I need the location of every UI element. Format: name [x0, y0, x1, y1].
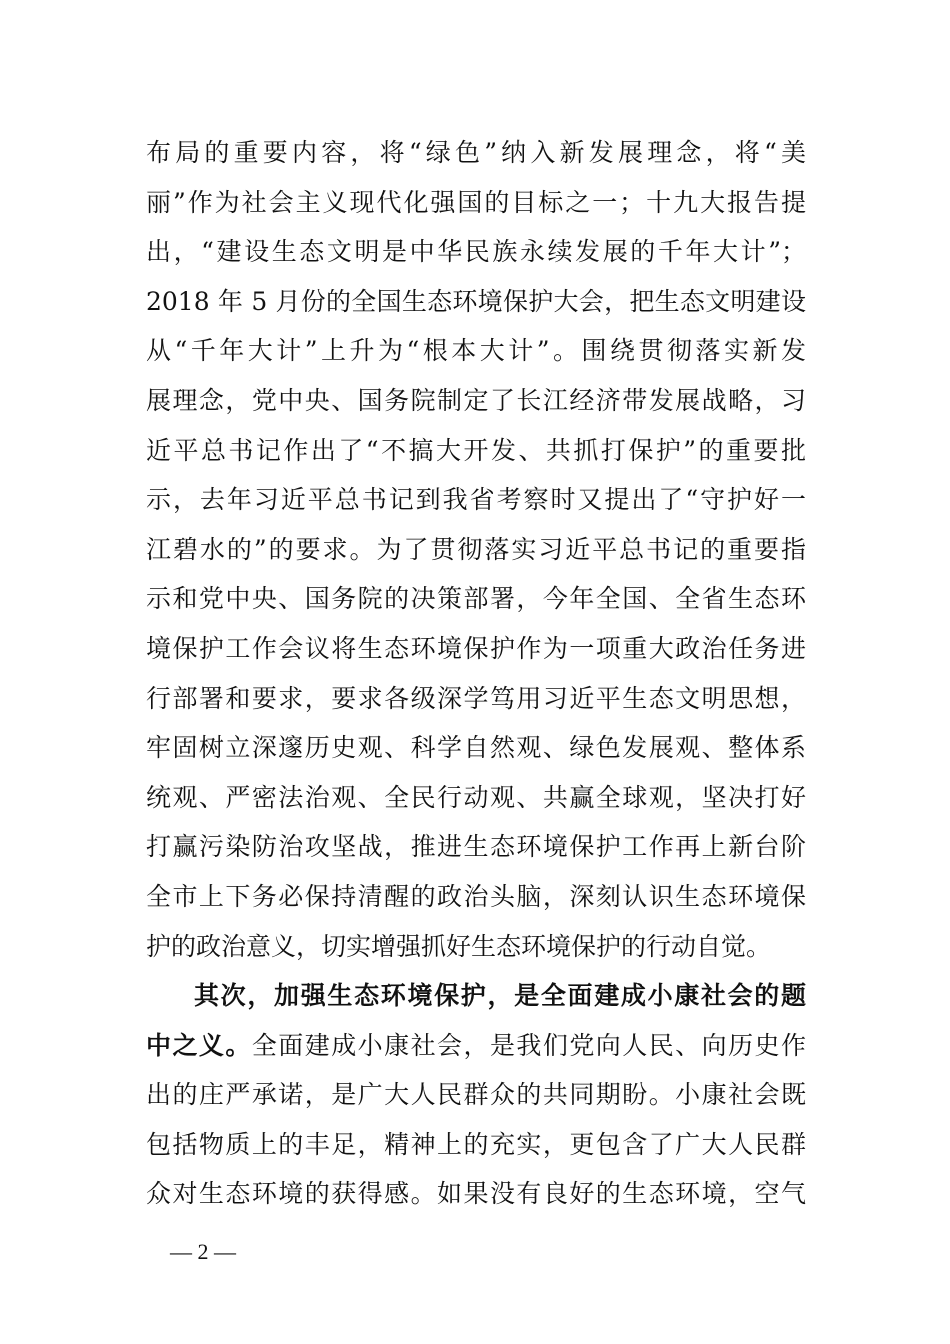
text-line: 展理念，党中央、国务院制定了长江经济带发展战略，习 — [146, 385, 806, 415]
text-line — [146, 1021, 806, 1071]
text-line: 丽”作为社会主义现代化强国的目标之一；十九大报告提 — [146, 187, 806, 217]
text-span: 全面建成小康社会，是我们党向人民、向历史作 — [251, 1030, 806, 1060]
text-line: 包括物质上的丰足，精神上的充实，更包含了广大人民群 — [146, 1129, 806, 1159]
text-line: 全市上下务必保持清醒的政治头脑，深刻认识生态环境保 — [146, 881, 806, 911]
text-line: 从“千年大计”上升为“根本大计”。围绕贯彻落实新发 — [146, 336, 806, 366]
text-line: 2018 年 5 月份的全国生态环境保护大会，把生态文明建设 — [146, 286, 806, 316]
text-line: 出，“建设生态文明是中华民族永续发展的千年大计”； — [146, 237, 806, 267]
text-line: 牢固树立深邃历史观、科学自然观、绿色发展观、整体系 — [146, 733, 806, 763]
paragraph-heading: 其次，加强生态环境保护，是全面建成小康社会的题 — [194, 981, 806, 1011]
text-line: 行部署和要求，要求各级深学笃用习近平生态文明思想， — [146, 683, 806, 713]
text-line: 示和党中央、国务院的决策部署，今年全国、全省生态环 — [146, 584, 806, 614]
text-line: 近平总书记作出了“不搞大开发、共抓打保护”的重要批 — [146, 435, 806, 465]
text-line: 布局的重要内容，将“绿色”纳入新发展理念，将“美 — [146, 138, 806, 167]
text-line: 江碧水的”的要求。为了贯彻落实习近平总书记的重要指 — [146, 534, 806, 564]
body-text — [146, 128, 806, 1219]
text-line: 统观、严密法治观、全民行动观、共赢全球观，坚决打好 — [146, 782, 806, 812]
text-line: 打赢污染防治攻坚战，推进生态环境保护工作再上新台阶 — [146, 832, 806, 862]
text-line: 护的政治意义，切实增强抓好生态环境保护的行动自觉。 — [146, 931, 772, 961]
text-line: 境保护工作会议将生态环境保护作为一项重大政治任务进 — [146, 633, 806, 663]
paragraph-heading-end: 中之义。 — [146, 1030, 252, 1060]
text-line: 众对生态环境的获得感。如果没有良好的生态环境，空气 — [146, 1179, 806, 1209]
text-line: 示，去年习近平总书记到我省考察时又提出了“守护好一 — [146, 485, 806, 515]
text-line: 出的庄严承诺，是广大人民群众的共同期盼。小康社会既 — [146, 1080, 806, 1110]
page-number: — 2 — — [170, 1239, 236, 1264]
